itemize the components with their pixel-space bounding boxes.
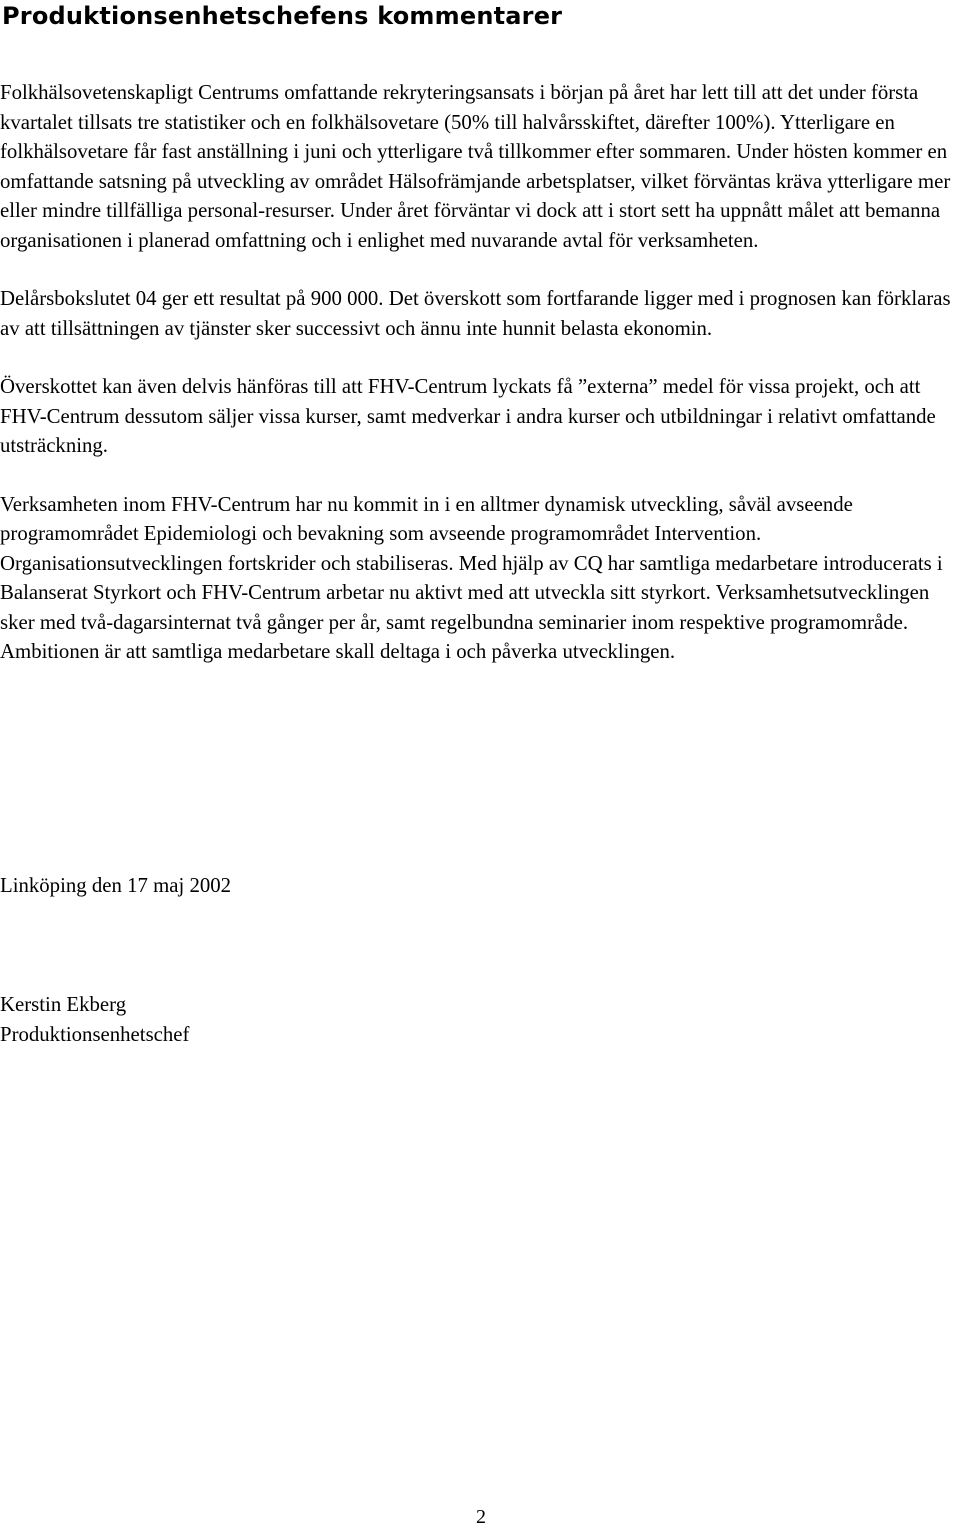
paragraph-development: Verksamheten inom FHV-Centrum har nu kommit in i en alltmer dynamisk utveckling, såväl avseende programområdet Epidemiologi och bevakning som avseende programområdet Intervention. Organisationsutvecklingen fortskrider och stabiliseras. Med hjälp av CQ har samtliga medarbetare introducerats i Balanserat Styrkort och FHV-Centrum arbetar nu aktivt med att utveckla sitt styrkort. Verksamhetsutvecklingen sker med två-dagarsinternat två gånger per år, samt regelbundna seminarier inom respektive programområde. Ambitionen är att samtliga medarbetare skall deltaga i och påverka utvecklingen.: [0, 492, 943, 663]
signatory-name: Kerstin Ekberg: [0, 993, 127, 1016]
document-body: [0, 78, 958, 696]
paragraph-staffing: Folkhälsovetenskapligt Centrums omfattande rekryteringsansats i början på året har lett till att det under första kvartalet tillsats tre statistiker och en folkhälsovetare (50% till halvårsskiftet, därefter 100%). Ytterligare en folkhälsovetare får fast anställning i juni och ytterligare två tillkommer efter sommaren. Under hösten kommer en omfattande satsning på utveckling av området Hälsofrämjande arbetsplatser, vilket förväntas kräva ytterligare mer eller mindre tillfälliga personal-resurser. Under året förväntar vi dock att i stort sett ha uppnått målet att bemanna organisationen i planerad omfattning och i enlighet med nuvarande avtal för verksamheten.: [0, 81, 951, 252]
paragraph-surplus: Överskottet kan även delvis hänföras till att FHV-Centrum lyckats få ”externa” medel för vissa projekt, och att FHV-Centrum dessutom säljer vissa kurser, samt medverkar i andra kurser och utbildningar i relativt omfattande utsträckning.: [0, 375, 936, 457]
document-title: Produktionsenhetschefens kommentarer: [2, 2, 563, 30]
signature-block: [0, 990, 189, 1049]
signatory-role: Produktionsenhetschef: [0, 1022, 190, 1046]
place-date: Linköping den 17 maj 2002: [0, 874, 232, 897]
page-number: 2: [476, 1506, 486, 1528]
paragraph-interim-result: Delårsbokslutet 04 ger ett resultat på 900 000. Det överskott som fortfarande ligger med i prognosen kan förklaras av att tillsättningen av tjänster sker successivt och ännu inte hunnit belasta ekonomin.: [0, 287, 951, 340]
